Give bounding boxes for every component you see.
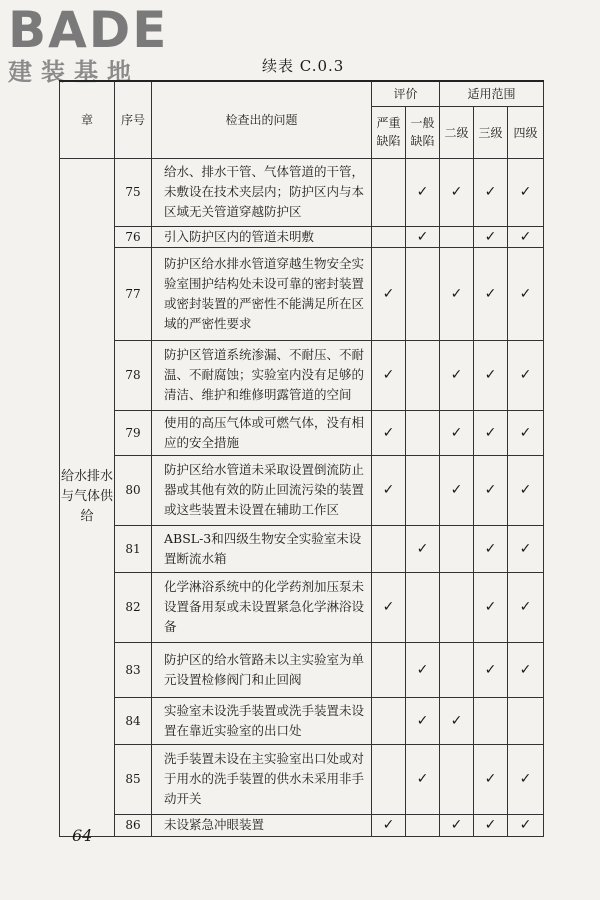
- empty-cell: [372, 525, 406, 572]
- row-problem-text: ABSL-3和四级生物安全实验室未设置断流水箱: [152, 525, 372, 572]
- header-level2: 二级: [440, 106, 474, 158]
- row-problem-text: 使用的高压气体或可燃气体，没有相应的安全措施: [152, 410, 372, 455]
- header-severe: 严重缺陷: [372, 106, 406, 158]
- check-mark-icon: ✓: [440, 247, 474, 340]
- check-mark-icon: ✓: [474, 158, 508, 226]
- check-mark-icon: ✓: [508, 158, 544, 226]
- page-number: 64: [72, 826, 93, 845]
- row-index: 81: [115, 525, 152, 572]
- check-mark-icon: ✓: [474, 226, 508, 247]
- table-row: [60, 814, 544, 836]
- header-general: 一般缺陷: [406, 106, 440, 158]
- table-caption: 续表 C.0.3: [262, 57, 345, 75]
- header-evaluation: 评价: [372, 81, 440, 106]
- empty-cell: [440, 226, 474, 247]
- check-mark-icon: ✓: [508, 247, 544, 340]
- row-index: 77: [115, 247, 152, 340]
- chapter-cell: 给水排水与气体供给: [60, 158, 115, 836]
- check-mark-icon: ✓: [372, 455, 406, 525]
- row-problem-text: 引入防护区内的管道未明敷: [152, 226, 372, 247]
- check-mark-icon: ✓: [372, 340, 406, 410]
- check-mark-icon: ✓: [406, 697, 440, 744]
- check-mark-icon: ✓: [508, 744, 544, 814]
- check-mark-icon: ✓: [474, 572, 508, 642]
- table-body: [60, 158, 544, 836]
- table-row: [60, 226, 544, 247]
- empty-cell: [440, 525, 474, 572]
- table-row: [60, 455, 544, 525]
- empty-cell: [406, 814, 440, 836]
- row-problem-text: 实验室未设洗手装置或洗手装置未设置在靠近实验室的出口处: [152, 697, 372, 744]
- row-index: 80: [115, 455, 152, 525]
- empty-cell: [372, 642, 406, 697]
- table-row: [60, 340, 544, 410]
- header-index: 序号: [115, 81, 152, 158]
- empty-cell: [474, 697, 508, 744]
- row-problem-text: 化学淋浴系统中的化学药剂加压泵未设置备用泵或未设置紧急化学淋浴设备: [152, 572, 372, 642]
- row-index: 78: [115, 340, 152, 410]
- row-problem-text: 防护区给水管道未采取设置倒流防止器或其他有效的防止回流污染的装置或这些装置未设置在辅助工作区: [152, 455, 372, 525]
- check-mark-icon: ✓: [508, 410, 544, 455]
- header-level3: 三级: [474, 106, 508, 158]
- check-mark-icon: ✓: [372, 410, 406, 455]
- check-mark-icon: ✓: [406, 744, 440, 814]
- check-mark-icon: ✓: [440, 814, 474, 836]
- check-mark-icon: ✓: [440, 158, 474, 226]
- header-chapter: 章: [60, 81, 115, 158]
- check-mark-icon: ✓: [406, 158, 440, 226]
- empty-cell: [440, 572, 474, 642]
- row-problem-text: 防护区的给水管路未以主实验室为单元设置检修阀门和止回阀: [152, 642, 372, 697]
- check-mark-icon: ✓: [440, 340, 474, 410]
- row-index: 85: [115, 744, 152, 814]
- check-mark-icon: ✓: [474, 642, 508, 697]
- row-index: 76: [115, 226, 152, 247]
- check-mark-icon: ✓: [372, 247, 406, 340]
- logo-subtitle: 建装基地: [8, 58, 140, 86]
- row-problem-text: 防护区给水排水管道穿越生物安全实验室围护结构处未设可靠的密封装置或密封装置的严密性不能满足所在区域的严密性要求: [152, 247, 372, 340]
- check-mark-icon: ✓: [474, 455, 508, 525]
- row-index: 79: [115, 410, 152, 455]
- check-mark-icon: ✓: [406, 642, 440, 697]
- table-row: [60, 572, 544, 642]
- row-index: 82: [115, 572, 152, 642]
- empty-cell: [406, 340, 440, 410]
- check-mark-icon: ✓: [406, 525, 440, 572]
- header-problem: 检查出的问题: [152, 81, 372, 158]
- row-index: 75: [115, 158, 152, 226]
- table-row: [60, 697, 544, 744]
- check-mark-icon: ✓: [440, 697, 474, 744]
- check-mark-icon: ✓: [474, 410, 508, 455]
- row-index: 83: [115, 642, 152, 697]
- check-mark-icon: ✓: [508, 642, 544, 697]
- check-mark-icon: ✓: [508, 525, 544, 572]
- row-index: 86: [115, 814, 152, 836]
- empty-cell: [406, 410, 440, 455]
- empty-cell: [440, 744, 474, 814]
- empty-cell: [440, 642, 474, 697]
- row-problem-text: 洗手装置未设在主实验室出口处或对于用水的洗手装置的供水未采用非手动开关: [152, 744, 372, 814]
- inspection-table: [59, 80, 544, 837]
- check-mark-icon: ✓: [508, 226, 544, 247]
- empty-cell: [372, 697, 406, 744]
- empty-cell: [406, 455, 440, 525]
- empty-cell: [508, 697, 544, 744]
- check-mark-icon: ✓: [406, 226, 440, 247]
- table-row: [60, 744, 544, 814]
- table-row: [60, 247, 544, 340]
- check-mark-icon: ✓: [508, 814, 544, 836]
- empty-cell: [372, 158, 406, 226]
- check-mark-icon: ✓: [474, 814, 508, 836]
- check-mark-icon: ✓: [372, 572, 406, 642]
- check-mark-icon: ✓: [474, 744, 508, 814]
- empty-cell: [406, 247, 440, 340]
- empty-cell: [372, 744, 406, 814]
- table-row: [60, 158, 544, 226]
- check-mark-icon: ✓: [474, 525, 508, 572]
- table-row: [60, 410, 544, 455]
- table-row: [60, 642, 544, 697]
- check-mark-icon: ✓: [474, 247, 508, 340]
- logo-wordmark: BADE: [8, 1, 169, 59]
- header-scope: 适用范围: [440, 81, 544, 106]
- row-index: 84: [115, 697, 152, 744]
- row-problem-text: 未设紧急冲眼装置: [152, 814, 372, 836]
- row-problem-text: 防护区管道系统渗漏、不耐压、不耐温、不耐腐蚀；实验室内没有足够的清洁、维护和维修明露管道的空间: [152, 340, 372, 410]
- check-mark-icon: ✓: [440, 455, 474, 525]
- check-mark-icon: ✓: [508, 572, 544, 642]
- check-mark-icon: ✓: [508, 340, 544, 410]
- empty-cell: [406, 572, 440, 642]
- bade-logo: [8, 1, 178, 86]
- empty-cell: [372, 226, 406, 247]
- check-mark-icon: ✓: [440, 410, 474, 455]
- check-mark-icon: ✓: [372, 814, 406, 836]
- header-level4: 四级: [508, 106, 544, 158]
- check-mark-icon: ✓: [508, 455, 544, 525]
- table-row: [60, 525, 544, 572]
- check-mark-icon: ✓: [474, 340, 508, 410]
- row-problem-text: 给水、排水干管、气体管道的干管，未敷设在技术夹层内；防护区内与本区域无关管道穿越防护区: [152, 158, 372, 226]
